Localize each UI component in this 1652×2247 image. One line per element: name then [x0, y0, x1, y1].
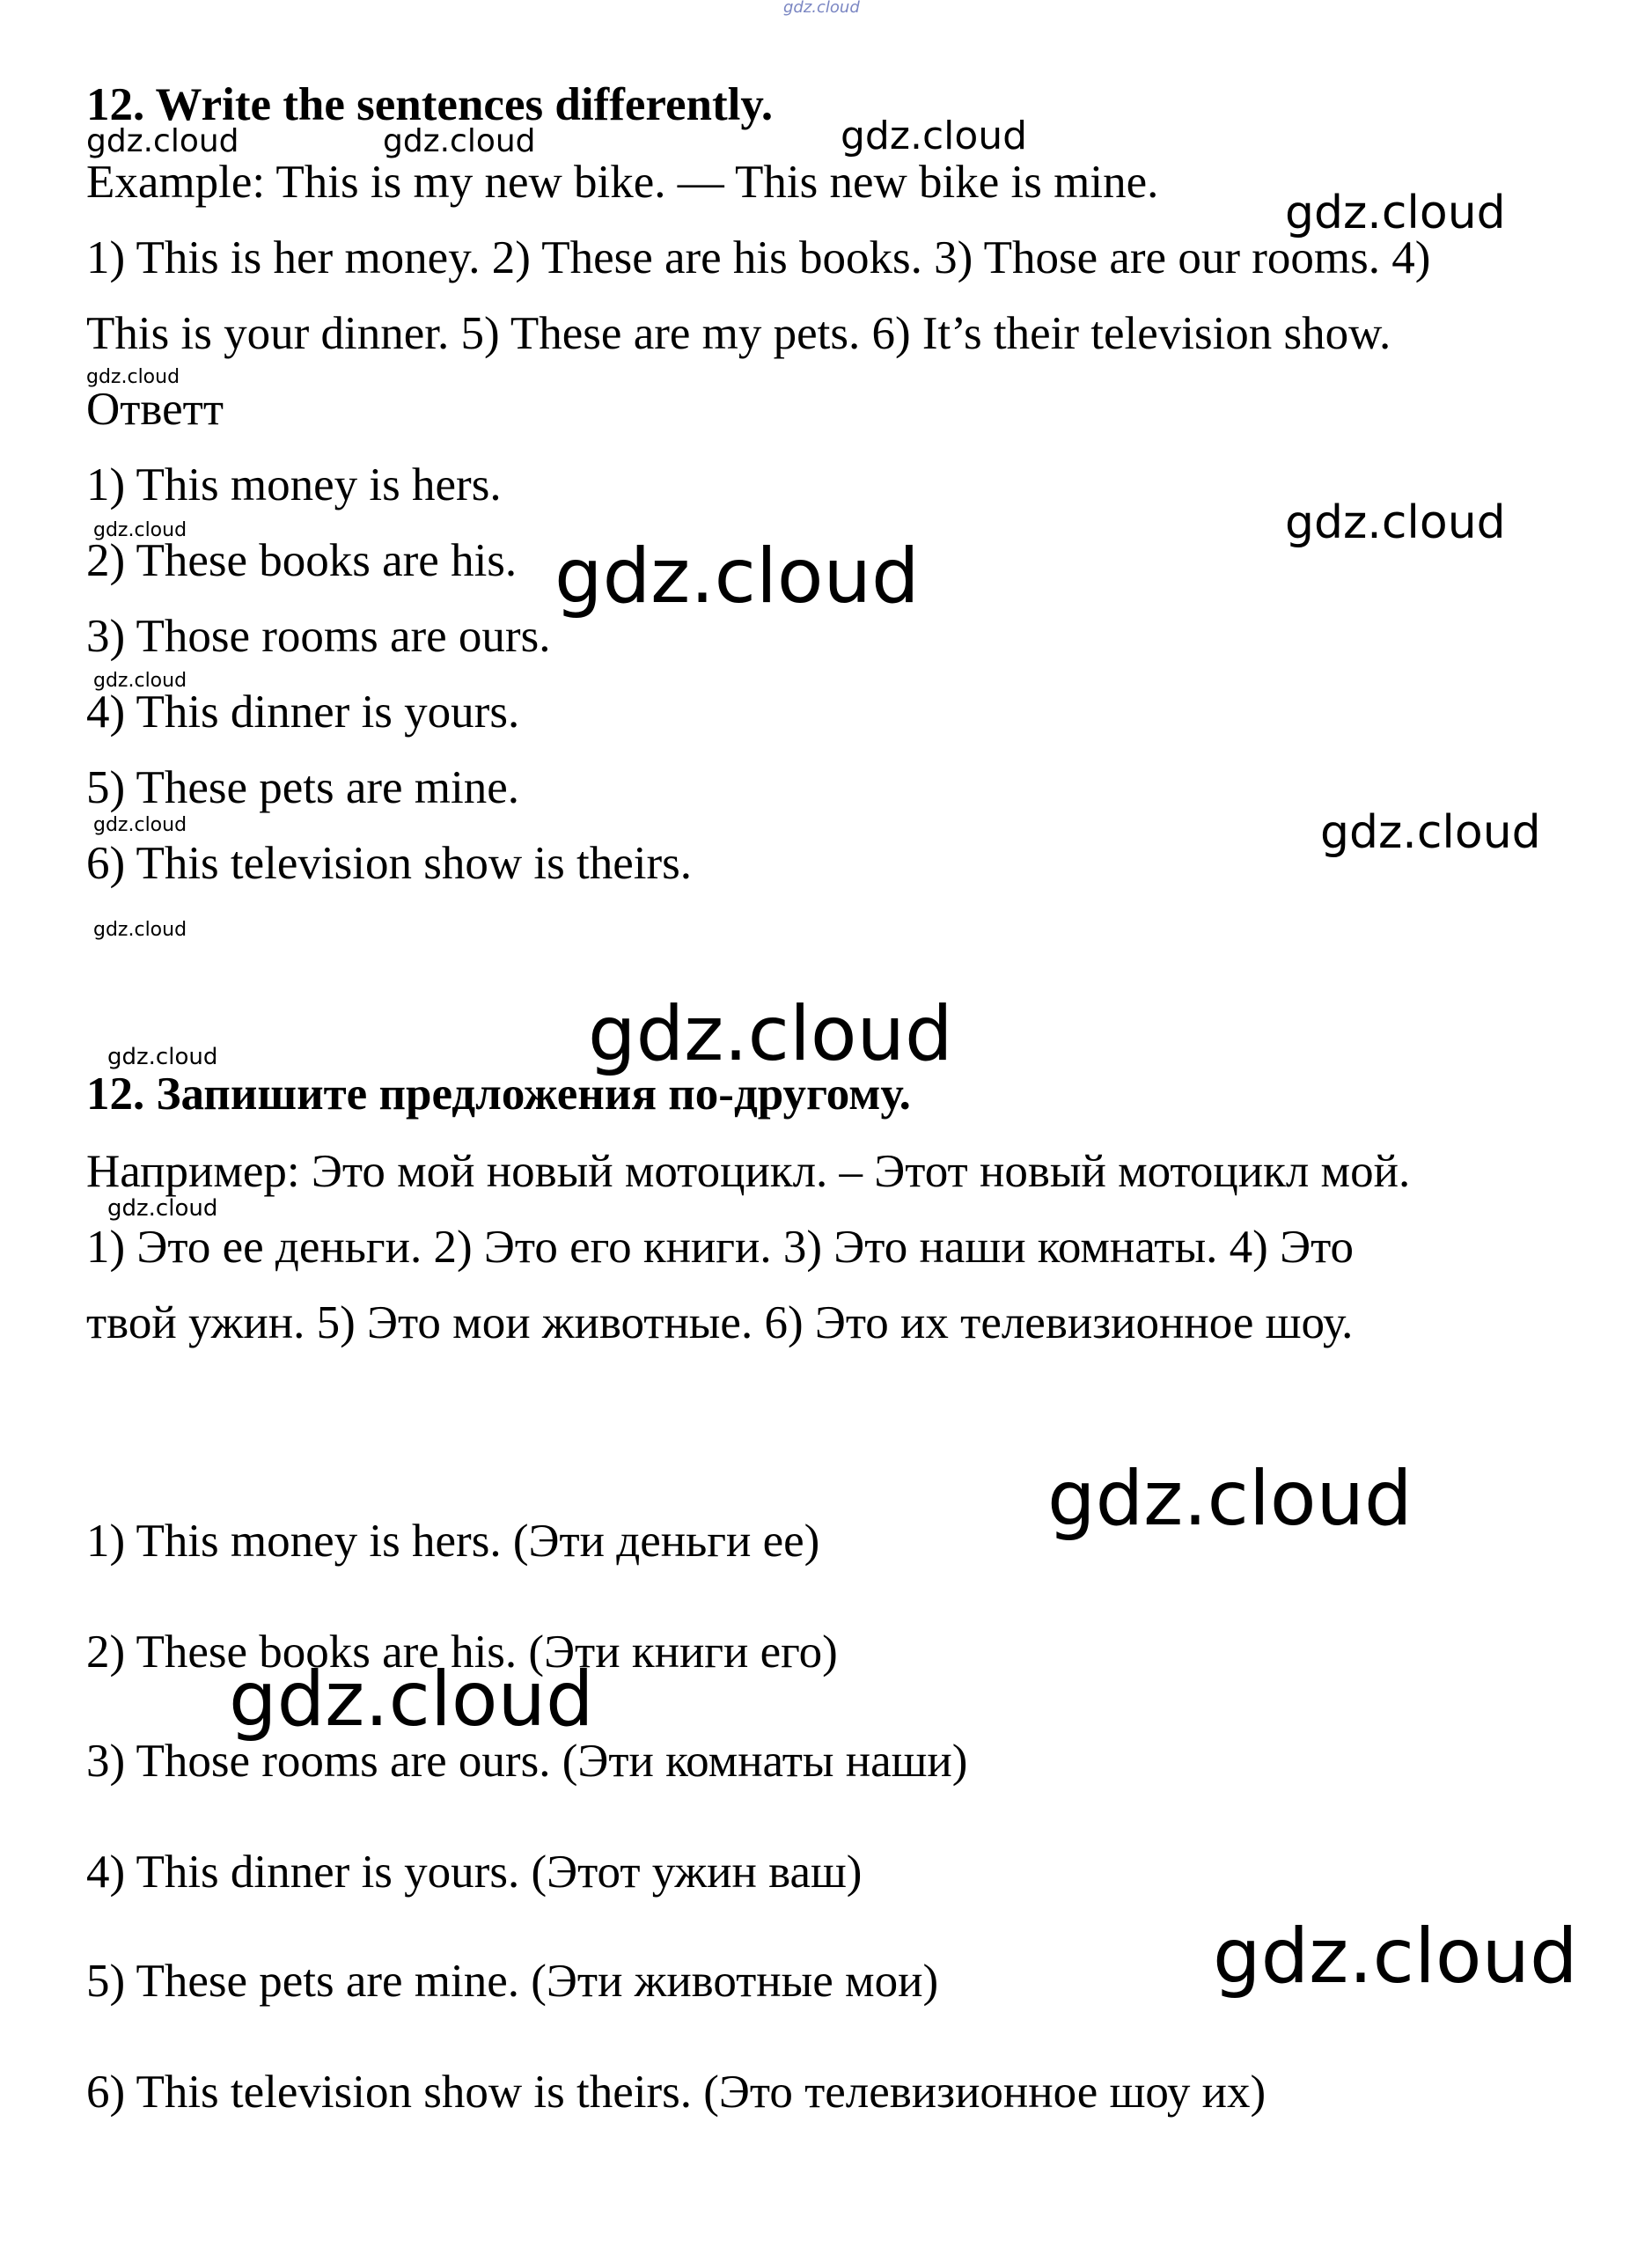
watermark: gdz.cloud: [86, 123, 239, 159]
answer-label: Ответт: [86, 384, 224, 435]
answer-ru-4: 4) This dinner is yours. (Этот ужин ваш): [86, 1847, 863, 1898]
watermark: gdz.cloud: [554, 532, 920, 620]
example-en: Example: This is my new bike. — This new bike is mine.: [86, 157, 1159, 208]
watermark: gdz.cloud: [1285, 496, 1506, 549]
answer-en-3: 3) Those rooms are ours.: [86, 611, 551, 662]
task-en-line-2: This is your dinner. 5) These are my pets. 6) It’s their television show.: [86, 308, 1391, 359]
task-ru-line-2: твой ужин. 5) Это мои животные. 6) Это их телевизионное шоу.: [86, 1297, 1354, 1348]
example-ru: Например: Это мой новый мотоцикл. – Этот новый мотоцикл мой.: [86, 1146, 1411, 1197]
watermark: gdz.cloud: [93, 519, 187, 541]
watermark: gdz.cloud: [229, 1656, 594, 1744]
watermark: gdz.cloud: [1213, 1913, 1578, 2001]
watermark: gdz.cloud: [107, 1044, 218, 1070]
watermark: gdz.cloud: [783, 0, 860, 17]
answer-ru-2: 2) These books are his. (Эти книги его): [86, 1627, 838, 1678]
answer-ru-1: 1) This money is hers. (Эти деньги ее): [86, 1516, 820, 1567]
task-en-line-1: 1) This is her money. 2) These are his books. 3) Those are our rooms. 4): [86, 232, 1431, 283]
watermark: gdz.cloud: [841, 114, 1028, 158]
answer-ru-6: 6) This television show is theirs. (Это телевизионное шоу их): [86, 2067, 1267, 2118]
answer-en-6: 6) This television show is theirs.: [86, 838, 692, 889]
answer-en-2: 2) These books are his.: [86, 535, 518, 586]
answer-en-4: 4) This dinner is yours.: [86, 687, 520, 738]
answer-en-5: 5) These pets are mine.: [86, 762, 520, 813]
task-ru-line-1: 1) Это ее деньги. 2) Это его книги. 3) Это наши комнаты. 4) Это: [86, 1222, 1355, 1273]
exercise-heading-ru: 12. Запишите предложения по-другому.: [86, 1068, 911, 1120]
watermark: gdz.cloud: [107, 1195, 218, 1222]
exercise-heading-en: 12. Write the sentences differently.: [86, 79, 774, 130]
watermark: gdz.cloud: [93, 919, 187, 941]
watermark: gdz.cloud: [93, 670, 187, 692]
watermark: gdz.cloud: [588, 990, 953, 1078]
watermark: gdz.cloud: [1047, 1455, 1413, 1543]
watermark: gdz.cloud: [93, 814, 187, 836]
watermark: gdz.cloud: [383, 123, 536, 159]
watermark: gdz.cloud: [1285, 187, 1506, 239]
answer-en-1: 1) This money is hers.: [86, 459, 502, 510]
watermark: gdz.cloud: [86, 366, 180, 388]
watermark: gdz.cloud: [1320, 806, 1541, 859]
answer-ru-5: 5) These pets are mine. (Эти животные мои): [86, 1956, 939, 2007]
answer-ru-3: 3) Those rooms are ours. (Эти комнаты наши): [86, 1736, 968, 1787]
